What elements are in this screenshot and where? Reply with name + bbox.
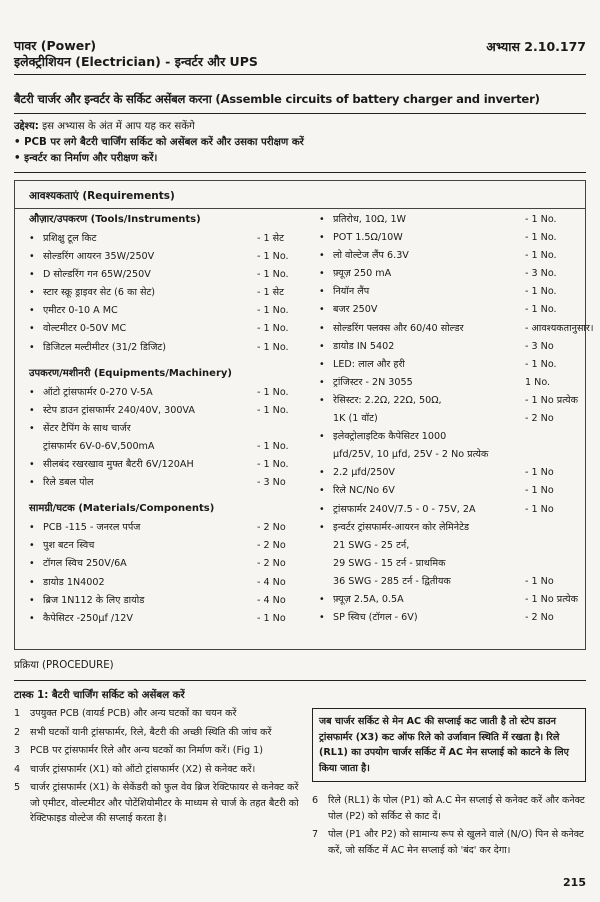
requirements-left-column — [27, 211, 327, 628]
step-number: 2 — [14, 726, 21, 738]
objective-item: • इन्वर्टर का निर्माण और परीक्षण करें। — [14, 153, 158, 164]
requirements-right-column — [317, 211, 594, 627]
item-quantity: - 1 No. — [257, 386, 289, 398]
requirement-item — [27, 456, 327, 474]
bullet: • — [319, 340, 325, 352]
requirement-item — [317, 609, 585, 627]
requirement-item — [317, 482, 585, 500]
item-name: प्रतिरोध, 10Ω, 1W — [333, 214, 407, 225]
item-name: POT 1.5Ω/10W — [333, 232, 403, 244]
bullet: • — [29, 576, 35, 588]
item-quantity: - 1 No. — [257, 459, 289, 471]
requirement-item — [317, 265, 585, 283]
bullet: • — [29, 269, 35, 281]
item-quantity: - 2 No — [525, 612, 554, 624]
item-quantity: - 2 No — [257, 522, 286, 534]
requirement-item — [27, 592, 327, 610]
spacer — [27, 357, 327, 365]
bullet: • — [29, 540, 35, 552]
item-quantity: - 1 No प्रत्येक — [525, 394, 578, 406]
step-text: चार्जर ट्रांसफार्मर (X1) के सेकेंडरी को फुल वेव ब्रिज रेक्टिफायर से कनेक्ट करें जो एमीटर, वोल्टमीटर और पोटेंशियोमीटर के माध्यम से चार्ज के तहत बैटरी को रेक्टिफाइड वोल्टेज की सप्लाई करता है। — [30, 782, 299, 824]
item-name: सेंटर टैपिंग के साथ चार्जर — [43, 422, 131, 434]
objective-item: • PCB पर लगे बैटरी चार्जिंग सर्किट को असेंबल करें और उसका परीक्षण करें — [14, 137, 304, 148]
bullet: • — [29, 386, 35, 398]
item-name: 36 SWG - 285 टर्न - द्वितीयक — [333, 575, 451, 587]
requirements-heading: आवश्यकताएं (Requirements) — [15, 181, 585, 209]
item-quantity: - 1 No — [525, 575, 554, 587]
requirement-item — [317, 374, 585, 392]
requirement-item — [27, 402, 327, 420]
step-number: 6 — [312, 795, 319, 806]
requirement-item — [317, 555, 585, 573]
requirement-item — [317, 591, 585, 609]
item-quantity: - 1 No. — [257, 404, 289, 416]
requirement-item — [27, 302, 327, 320]
item-name: बजर 250V — [333, 304, 378, 316]
requirements-subheading: सामग्री/घटक (Materials/Components) — [29, 503, 215, 515]
item-name: ब्रिज 1N112 के लिए डायोड — [43, 594, 145, 606]
procedure-rule — [14, 680, 586, 681]
requirement-item — [27, 320, 327, 338]
step-number: 3 — [14, 745, 21, 756]
bullet: • — [29, 233, 35, 244]
requirements-subheading: औज़ार/उपकरण (Tools/Instruments) — [29, 214, 201, 225]
bullet: • — [29, 522, 35, 534]
procedure-step — [14, 725, 306, 741]
requirement-item — [27, 574, 327, 592]
item-quantity: - आवश्यकतानुसार। — [525, 322, 594, 334]
requirement-item — [317, 428, 585, 446]
bullet: • — [29, 612, 35, 624]
item-quantity: - 1 सेट — [257, 287, 284, 299]
requirement-item — [27, 266, 327, 284]
item-quantity: - 3 No — [525, 340, 554, 352]
item-quantity: - 1 No. — [525, 304, 557, 316]
bullet: • — [29, 558, 35, 570]
bullet: • — [29, 459, 35, 471]
bullet: • — [319, 431, 325, 443]
requirement-item — [27, 555, 327, 573]
requirement-item — [317, 283, 585, 301]
procedure-step — [14, 743, 306, 759]
requirement-item — [317, 464, 585, 482]
item-name: 21 SWG - 25 टर्न, — [333, 539, 410, 551]
bullet: • — [29, 422, 35, 434]
procedure-steps-left — [14, 706, 306, 830]
bullet: • — [319, 485, 325, 497]
item-name: कैपेसिटर -250μf /12V — [43, 612, 133, 624]
bullet: • — [29, 287, 35, 299]
bullet: • — [319, 593, 325, 605]
title-rule — [14, 113, 586, 114]
item-name: D सोल्डरिंग गन 65W/250V — [43, 269, 151, 281]
item-name: वोल्टमीटर 0-50V MC — [43, 323, 127, 335]
requirement-item — [27, 519, 327, 537]
bullet: • — [29, 477, 35, 489]
exercise-title: बैटरी चार्जर और इन्वर्टर के सर्किट असेंबल करना (Assemble circuits of battery charger and inverter) — [14, 92, 540, 106]
item-quantity: - 1 No — [525, 467, 554, 479]
item-quantity: - 3 No. — [525, 268, 557, 280]
objectives-intro: इस अभ्यास के अंत में आप यह कर सकेंगे — [42, 121, 195, 132]
bullet: • — [319, 232, 325, 244]
note-box: जब चार्जर सर्किट से मेन AC की सप्लाई कट जाती है तो स्टेप डाउन ट्रांसफार्मर (X3) कट ऑफ रिले को उर्जावान स्थिति में रखता है। रिले (RL1) का उपयोग चार्जर सर्किट में AC मेन सप्लाई को काटने के लिए किया जाता है। — [312, 708, 586, 782]
requirement-item — [317, 537, 585, 555]
item-quantity: - 2 No — [257, 540, 286, 552]
bullet: • — [29, 594, 35, 606]
item-name: फ़्यूज़ 250 mA — [333, 268, 392, 280]
procedure-steps-right — [312, 793, 588, 861]
item-name: ट्रांजिस्टर - 2N 3055 — [333, 376, 413, 388]
item-quantity: - 2 No — [257, 558, 286, 570]
item-quantity: - 1 No. — [525, 232, 557, 244]
step-text: सभी घटकों यानी ट्रांसफार्मर, रिले, बैटरी की अच्छी स्थिति की जांच करें — [30, 726, 272, 738]
item-name: टॉगल स्विच 250V/6A — [43, 558, 127, 570]
requirement-item — [317, 410, 585, 428]
section-title: पावर (Power) — [14, 38, 97, 53]
item-quantity: - 1 No. — [257, 341, 289, 353]
item-name: PCB -115 - जनरल पर्पज — [43, 522, 141, 534]
procedure-step — [14, 762, 306, 778]
item-name: स्टार स्क्रू ड्राइवर सेट (6 का सेट) — [43, 287, 156, 299]
item-quantity: - 1 सेट — [257, 233, 284, 244]
requirements-box — [14, 180, 594, 650]
item-name: एमीटर 0-10 A MC — [43, 305, 118, 317]
requirement-item — [317, 247, 585, 265]
requirement-item — [27, 474, 327, 492]
item-quantity: - 4 No — [257, 576, 286, 588]
item-name: SP स्विच (टॉगल - 6V) — [333, 612, 418, 624]
header-rule — [14, 74, 586, 75]
item-name: 2.2 μfd/250V — [333, 467, 395, 479]
task-heading: टास्क 1: बैटरी चार्जिंग सर्किट को असेंबल करें — [14, 690, 185, 701]
requirement-item — [317, 338, 585, 356]
procedure-step — [312, 793, 588, 824]
page-header — [14, 38, 586, 70]
requirement-item — [27, 610, 327, 628]
bullet: • — [29, 404, 35, 416]
item-name: रिले NC/No 6V — [333, 485, 395, 497]
item-name: प्रशिक्षु टूल किट — [43, 233, 97, 244]
bullet: • — [319, 250, 325, 262]
bullet: • — [29, 323, 35, 335]
requirement-item — [27, 384, 327, 402]
item-quantity: - 1 No प्रत्येक — [525, 593, 578, 605]
item-quantity: - 2 No — [525, 413, 554, 425]
item-name: μfd/25V, 10 μfd, 25V - 2 No प्रत्येक — [333, 449, 489, 461]
requirement-item — [27, 438, 327, 456]
step-text: उपयुक्त PCB (वायर्ड PCB) और अन्य घटकों का चयन करें — [30, 708, 237, 719]
step-number: 7 — [312, 829, 319, 840]
item-quantity: - 1 No. — [525, 250, 557, 262]
bullet: • — [319, 358, 325, 370]
subsection-title: इलेक्ट्रीशियन (Electrician) - इन्वर्टर और UPS — [14, 54, 258, 69]
requirement-item — [317, 211, 585, 229]
step-text: PCB पर ट्रांसफार्मर रिले और अन्य घटकों का निर्माण करें। (Fig 1) — [30, 745, 263, 756]
item-name: ऑटो ट्रांसफार्मर 0-270 V-5A — [43, 386, 153, 398]
item-name: फ़्यूज़ 2.5A, 0.5A — [333, 593, 404, 605]
item-quantity: - 1 No. — [257, 251, 289, 263]
item-name: पुश बटन स्विच — [43, 540, 95, 552]
item-name: सीलबंद रखरखाव मुफ्त बैटरी 6V/120AH — [43, 459, 194, 471]
item-name: इलेक्ट्रोलाइटिक कैपेसिटर 1000 — [333, 431, 447, 443]
bullet: • — [319, 322, 325, 334]
requirement-item — [317, 573, 585, 591]
item-name: इन्वर्टर ट्रांसफार्मर-आयरन कोर लेमिनेटेड — [333, 521, 470, 533]
spacer — [27, 492, 327, 500]
item-quantity: - 3 No — [257, 477, 286, 489]
item-name: डिजिटल मल्टीमीटर (31/2 डिजिट) — [43, 341, 167, 353]
requirement-item — [27, 230, 327, 248]
bullet: • — [319, 376, 325, 388]
bullet: • — [319, 286, 325, 298]
requirement-item — [27, 339, 327, 357]
item-name: रिले डबल पोल — [43, 477, 94, 489]
item-quantity: - 1 No. — [257, 440, 289, 452]
item-quantity: - 1 No. — [257, 269, 289, 281]
bullet: • — [319, 214, 325, 225]
item-quantity: - 1 No. — [525, 358, 557, 370]
objectives-rule — [14, 172, 586, 173]
requirement-item — [317, 519, 585, 537]
objectives — [14, 119, 586, 167]
item-name: सोल्डरिंग आयरन 35W/250V — [43, 251, 155, 263]
requirement-item — [317, 320, 594, 338]
bullet: • — [319, 467, 325, 479]
item-quantity: - 1 No — [525, 485, 554, 497]
requirement-item — [27, 420, 327, 438]
bullet: • — [319, 304, 325, 316]
step-number: 5 — [14, 782, 21, 793]
item-name: सोल्डरिंग फ्लक्स और 60/40 सोल्डर — [333, 322, 464, 334]
item-name: LED: लाल और हरी — [333, 358, 405, 370]
requirement-item — [27, 248, 327, 266]
bullet: • — [29, 251, 35, 263]
step-text: पोल (P1 और P2) को सामान्य रूप से खुलने वाले (N/O) पिन से कनेक्ट करें, जो सर्किट में AC मेन सप्लाई को 'बंद' कर देगा। — [328, 829, 584, 856]
step-text: चार्जर ट्रांसफार्मर (X1) को ऑटो ट्रांसफार्मर (X2) से कनेक्ट करें। — [30, 763, 256, 775]
bullet: • — [29, 305, 35, 317]
requirements-subheading: उपकरण/मशीनरी (Equipments/Machinery) — [29, 367, 232, 379]
item-quantity: - 4 No — [257, 594, 286, 606]
item-name: डायोड 1N4002 — [43, 576, 105, 588]
bullet: • — [319, 521, 325, 533]
item-quantity: - 1 No — [257, 612, 286, 624]
item-quantity: - 1 No — [525, 503, 554, 515]
bullet: • — [319, 394, 325, 406]
item-quantity: - 1 No. — [257, 323, 289, 335]
bullet: • — [319, 268, 325, 280]
step-text: रिले (RL1) के पोल (P1) को A.C मेन सप्लाई से कनेक्ट करें और कनेक्ट पोल (P2) को सर्किट से काट दें। — [328, 795, 585, 822]
item-name: ट्रांसफार्मर 240V/7.5 - 0 - 75V, 2A — [333, 503, 476, 515]
procedure-step — [312, 827, 588, 858]
bullet: • — [319, 503, 325, 515]
item-name: नियॉन लैंप — [333, 286, 370, 298]
item-name: स्टेप डाउन ट्रांसफार्मर 240/40V, 300VA — [43, 404, 195, 416]
requirement-item — [317, 501, 585, 519]
objectives-lead: उद्देश्य: — [14, 121, 39, 132]
item-quantity: 1 No. — [525, 376, 551, 388]
requirement-item — [27, 537, 327, 555]
item-name: डायोड IN 5402 — [333, 340, 395, 352]
item-quantity: - 1 No. — [525, 286, 557, 298]
item-name: रेसिस्टर: 2.2Ω, 22Ω, 50Ω, — [333, 394, 442, 406]
item-name: 29 SWG - 15 टर्न - प्राथमिक — [333, 557, 446, 569]
exercise-number: अभ्यास 2.10.177 — [486, 39, 586, 54]
requirement-item — [27, 284, 327, 302]
requirement-item — [317, 229, 585, 247]
page-number: 215 — [563, 876, 586, 889]
requirement-item — [317, 356, 585, 374]
requirement-item — [317, 446, 585, 464]
procedure-heading: प्रक्रिया (PROCEDURE) — [14, 660, 114, 671]
requirement-item — [317, 301, 585, 319]
bullet: • — [29, 341, 35, 353]
item-name: 1K (1 वॉट) — [333, 413, 378, 425]
bullet: • — [319, 612, 325, 624]
step-number: 1 — [14, 708, 21, 719]
item-quantity: - 1 No. — [525, 214, 557, 225]
item-quantity: - 1 No. — [257, 305, 289, 317]
item-name: लो वोल्टेज लैंप 6.3V — [333, 250, 409, 262]
item-name: ट्रांसफार्मर 6V-0-6V,500mA — [43, 440, 155, 452]
requirement-item — [317, 392, 585, 410]
procedure-step — [14, 706, 306, 722]
step-number: 4 — [14, 763, 21, 775]
procedure-step — [14, 780, 306, 827]
